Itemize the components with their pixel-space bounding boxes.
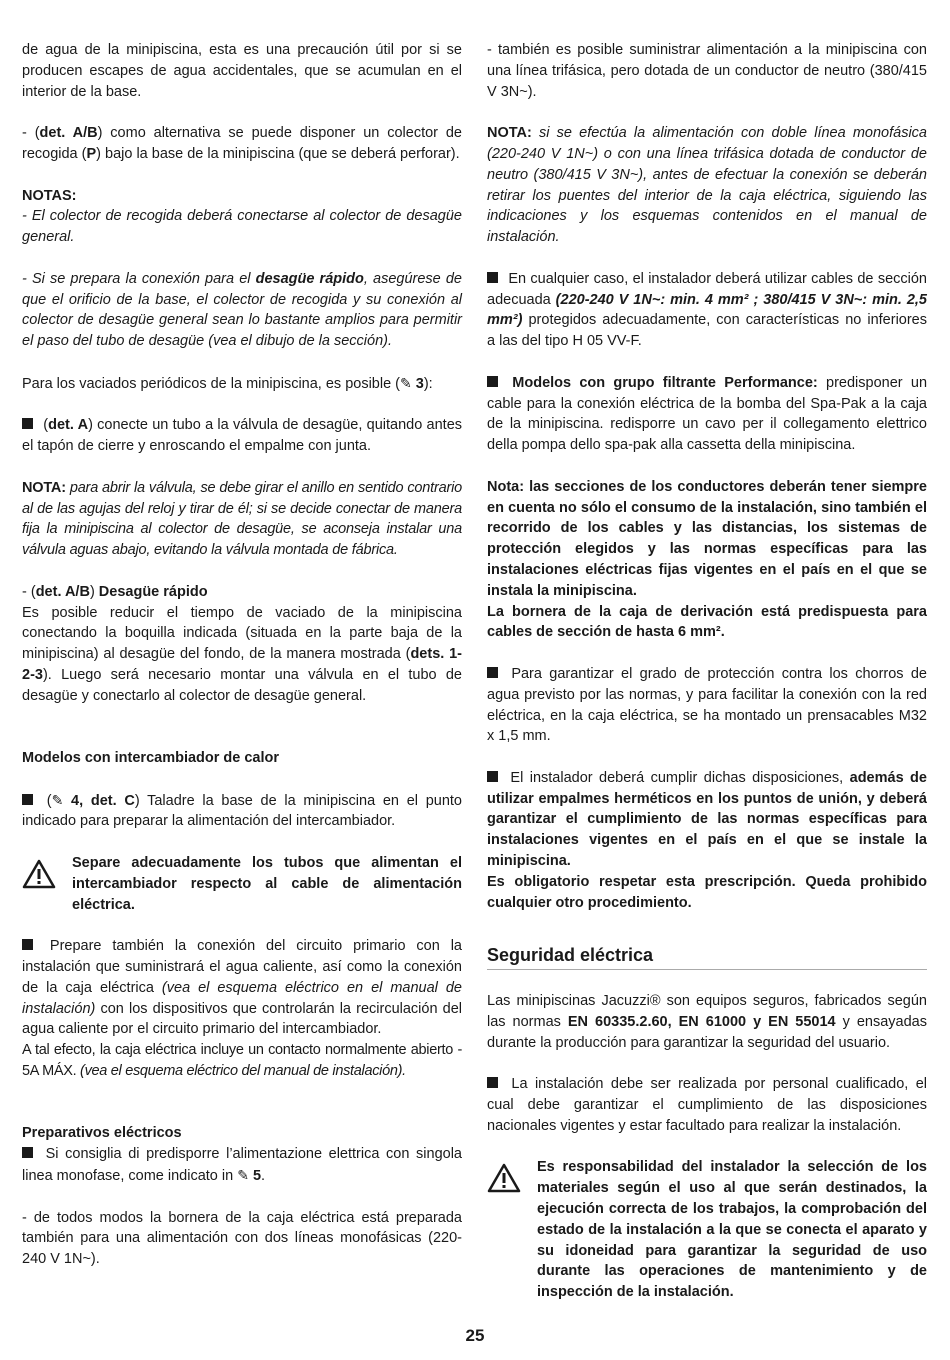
square-bullet-icon — [22, 794, 33, 805]
warning-block — [22, 853, 462, 915]
paragraph: - también es posible suministrar alimentación a la minipiscina con una línea trifásica, pero dotada de un conductor de neutro (380/415 V 3N~). — [487, 42, 927, 100]
paragraph: (✎ 4, det. C) Taladre la base de la minipiscina en el punto indicado para preparar la alimentación del intercambiador. — [22, 791, 462, 830]
section-heading: Modelos con intercambiador de calor — [22, 750, 280, 767]
square-bullet-icon — [487, 667, 498, 678]
page-number: 25 — [465, 1326, 485, 1345]
note: NOTA: para abrir la válvula, se debe girar el anillo en sentido contrario al de las agujas del reloj y tirar de él; si se decide conectar de manera fija la minipiscina al colector de desagüe, se aconseja instalar una válvula aguas abajo, evitando la válvula montada de fábrica. — [22, 479, 462, 559]
square-bullet-icon — [22, 1147, 33, 1158]
pencil-hand-icon: ✎ — [237, 1167, 249, 1184]
paragraph: Para garantizar el grado de protección contra los chorros de agua previsto por las normas, y para facilitar la conexión con la red eléctrica, en la caja eléctrica, se ha montado un prensacables M32 x 1,5 mm. — [487, 665, 927, 745]
pencil-hand-icon: ✎ — [400, 374, 412, 391]
paragraph: - (det. A/B) como alternativa se puede disponer un colector de recogida (P) bajo la base de la minipiscina (que se deberá perforar). — [22, 125, 462, 162]
paragraph: Modelos con grupo filtrante Performance: predisponer un cable para la conexión eléctrica de la bomba del Spa-Pak a la caja de la minipiscina. redisporre un cavo per il collegamento elettrico della pompa dello spa-pak alla cassetta della minipiscina. — [487, 374, 928, 454]
warning-text: Separe adecuadamente los tubos que alimentan el intercambiador respecto al cable de alimentación eléctrica. — [72, 855, 462, 913]
pencil-hand-icon: ✎ — [51, 791, 64, 808]
paragraph: A tal efecto, la caja eléctrica incluye un contacto normalmente abierto - 5A MÁX. (vea el esquema eléctrico del manual de instalación). — [22, 1042, 462, 1080]
paragraph: En cualquier caso, el instalador deberá utilizar cables de sección adecuada (220-240 V 1N~: min. 4 mm² ; 380/415 V 3N~: min. 2,5 mm²) protegidos adecuadamente, con características no inferiores a las del tipo H 05 VV-F. — [487, 270, 927, 350]
square-bullet-icon — [487, 771, 498, 782]
paragraph: (det. A) conecte un tubo a la válvula de desagüe, quitando antes el tapón de cierre y enroscando el empalme con junta. — [22, 417, 463, 455]
paragraph: El instalador deberá cumplir dichas disposiciones, además de utilizar empalmes herméticos en los puntos de unión, y deberá garantizar el cumplimiento de las normas específicas para instalaciones vigentes en el país en el que se instale la minipiscina. — [487, 769, 927, 870]
section-heading: Preparativos eléctricos — [22, 1125, 182, 1142]
paragraph: Es obligatorio respetar esta prescripción. Queda prohibido cualquier otro procedimiento. — [487, 873, 927, 911]
note: - El colector de recogida deberá conectarse al colector de desagüe general. — [22, 208, 462, 246]
warning-triangle-icon — [22, 853, 62, 894]
square-bullet-icon — [22, 418, 33, 429]
square-bullet-icon — [487, 1077, 498, 1088]
paragraph: de agua de la minipiscina, esta es una precaución útil por si se producen escapes de agua accidentales, que se acumulan en el interior de la base. — [22, 42, 462, 100]
paragraph: Si consiglia di predisporre l’alimentazione elettrica con singola linea monofase, come indicato in ✎ 5. — [22, 1146, 462, 1185]
paragraph: La instalación debe ser realizada por personal cualificado, el cual debe garantizar el cumplimiento de las disposiciones nacionales vigentes y estar facultado para realizar la instalación. — [487, 1076, 927, 1134]
paragraph: - de todos modos la bornera de la caja eléctrica está preparada también para una alimentación con dos líneas monofásicas (220-240 V 1N~). — [22, 1209, 462, 1268]
note: Nota: las secciones de los conductores deberán tener siempre en cuenta no sólo el consumo de la instalación, sino también el recorrido de los cables y las distancias, los sistemas de protección elegidos y las normas específicas para las instalaciones eléctricas fijas vigentes en el país en el que se instala la minipiscina. — [487, 478, 927, 599]
note: - Si se prepara la conexión para el desagüe rápido, asegúrese de que el orificio de la base, el colector de recogida y su conexión al colector de desagüe general sean lo bastante amplios para permitir el paso del tubo de desagüe (vea el dibujo de la sección). — [22, 270, 462, 350]
square-bullet-icon — [22, 939, 33, 950]
notes-heading: NOTAS: — [22, 187, 77, 204]
paragraph: Prepare también la conexión del circuito primario con la instalación que suministrará el agua caliente, así como la conexión de la caja eléctrica (vea el esquema eléctrico en el manual de instalación) con los dispositivos que controlarán la recirculación del agua caliente por el circuito primario del intercambiador. — [22, 938, 462, 1038]
paragraph: Para los vaciados periódicos de la minipiscina, es posible (✎ 3): — [22, 374, 433, 392]
paragraph: Es posible reducir el tiempo de vaciado de la minipiscina conectando la boquilla indicada (situada en la parte baja de la minipiscina) al desagüe del fondo, de la manera mostrada (dets. 1-2-3). Luego será necesario montar una válvula en el tubo de desagüe y conectarlo al colector de desagüe general. — [22, 604, 463, 704]
paragraph: - (det. A/B) Desagüe rápido — [22, 583, 208, 600]
warning-block — [487, 1157, 927, 1303]
square-bullet-icon — [487, 272, 498, 283]
note: NOTA: si se efectúa la alimentación con doble línea monofásica (220-240 V 1N~) o con una línea trifásica dotada de conductor de neutro (380/415 V 3N~), antes de efectuar la conexión se deberán retirar los puentes del interior de la caja eléctrica, siguiendo las indicaciones y los esquemas contenidos en el manual de instalación. — [487, 125, 927, 246]
left-column — [22, 40, 462, 1270]
right-column — [487, 40, 927, 1303]
paragraph: Las minipiscinas Jacuzzi® son equipos seguros, fabricados según las normas EN 60335.2.60, EN 61000 y EN 55014 y ensayadas durante la producción para garantizar la seguridad del usuario. — [487, 993, 927, 1051]
section-title: Seguridad eléctrica — [487, 944, 927, 970]
warning-text: Es responsabilidad del instalador la selección de los materiales según el uso al que serán destinados, la ejecución correcta de los trabajos, la comprobación del estado de la instalación a la que se conecta el aparato y su idoneidad para garantizar la seguridad de uso durante las operaciones de mantenimiento y de inspección de la instalación. — [537, 1159, 927, 1301]
square-bullet-icon — [487, 376, 498, 387]
warning-triangle-icon — [487, 1157, 527, 1198]
note: La bornera de la caja de derivación está predispuesta para cables de sección de hasta 6 mm². — [487, 603, 927, 641]
